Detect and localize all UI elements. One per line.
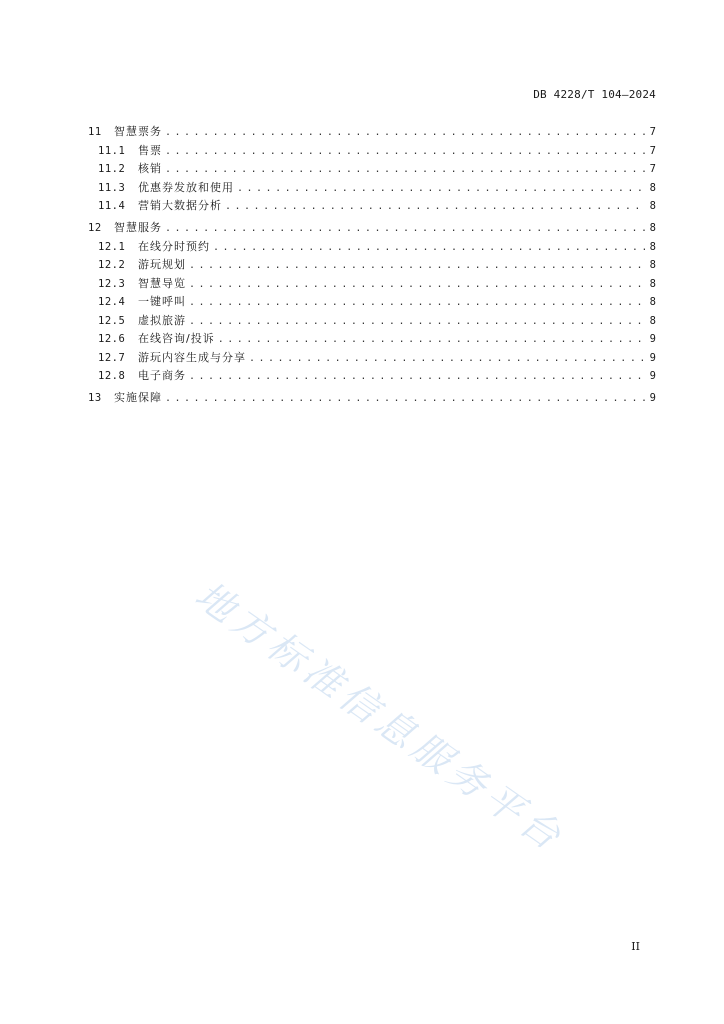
toc-entry-page: 9 [649, 392, 656, 404]
toc-entry-title: 营销大数据分析 [138, 199, 222, 212]
toc-entry-12-3[interactable] [88, 275, 656, 294]
table-of-contents [88, 123, 656, 408]
toc-entry-number: 12.3 [98, 277, 126, 290]
toc-leader-dots [165, 161, 645, 180]
toc-entry-number: 13 [88, 392, 102, 404]
toc-entry-page: 8 [649, 314, 656, 327]
toc-entry-number: 11 [88, 126, 102, 138]
toc-entry-number: 12.2 [98, 259, 126, 271]
toc-entry-12-2[interactable] [88, 256, 656, 275]
toc-entry-title: 电子商务 [138, 369, 186, 382]
toc-entry-page: 8 [649, 181, 656, 194]
toc-leader-dots [218, 331, 645, 350]
toc-entry-title: 实施保障 [114, 391, 162, 404]
page-number: II [631, 940, 640, 953]
toc-entry-11-3[interactable] [88, 179, 656, 198]
toc-leader-dots [189, 294, 645, 313]
toc-entry-title: 智慧导览 [138, 276, 186, 290]
toc-entry-title: 优惠券发放和使用 [138, 180, 234, 194]
toc-entry-12-1[interactable] [88, 238, 656, 257]
toc-entry-title: 一键呼叫 [138, 295, 186, 308]
toc-entry-page: 9 [649, 370, 656, 382]
toc-entry-number: 12.6 [98, 333, 126, 345]
toc-entry-11-2[interactable] [88, 160, 656, 179]
toc-entry-number: 11.4 [98, 200, 126, 212]
toc-entry-page: 8 [649, 259, 656, 271]
toc-entry-page: 7 [649, 126, 656, 138]
toc-entry-title: 智慧票务 [114, 125, 162, 138]
toc-entry-page: 8 [649, 240, 656, 253]
toc-leader-dots [189, 257, 645, 276]
toc-entry-11-4[interactable] [88, 197, 656, 216]
toc-entry-number: 12.5 [98, 314, 126, 327]
toc-entry-page: 9 [649, 351, 656, 364]
toc-entry-title: 在线分时预约 [138, 239, 210, 253]
toc-leader-dots [213, 239, 645, 258]
toc-entry-12-5[interactable] [88, 312, 656, 331]
toc-entry-13[interactable] [88, 389, 656, 408]
toc-entry-12-7[interactable] [88, 349, 656, 368]
toc-entry-page: 8 [649, 222, 656, 234]
toc-leader-dots [165, 390, 645, 409]
toc-entry-title: 游玩规划 [138, 258, 186, 271]
toc-entry-number: 12 [88, 222, 102, 234]
toc-leader-dots [249, 350, 645, 369]
toc-entry-number: 12.7 [98, 351, 126, 364]
toc-entry-12-4[interactable] [88, 293, 656, 312]
toc-leader-dots [165, 220, 645, 239]
toc-entry-11[interactable] [88, 123, 656, 142]
toc-entry-number: 12.4 [98, 296, 126, 308]
toc-entry-title: 售票 [138, 143, 162, 157]
toc-leader-dots [189, 368, 645, 387]
toc-entry-number: 11.1 [98, 144, 126, 157]
document-code: DB 4228/T 104—2024 [533, 88, 656, 101]
toc-leader-dots [189, 276, 645, 295]
toc-leader-dots [225, 198, 645, 217]
toc-entry-title: 虚拟旅游 [138, 313, 186, 327]
toc-entry-page: 7 [649, 163, 656, 175]
toc-entry-number: 11.3 [98, 181, 126, 194]
toc-leader-dots [237, 180, 645, 199]
toc-leader-dots [165, 124, 645, 143]
toc-entry-number: 12.1 [98, 240, 126, 253]
toc-entry-page: 9 [649, 333, 656, 345]
toc-leader-dots [189, 313, 645, 332]
toc-entry-title: 核销 [138, 162, 162, 175]
toc-leader-dots [165, 143, 645, 162]
toc-entry-12-6[interactable] [88, 330, 656, 349]
toc-entry-page: 7 [649, 144, 656, 157]
toc-entry-number: 12.8 [98, 370, 126, 382]
toc-entry-page: 8 [649, 200, 656, 212]
toc-entry-11-1[interactable] [88, 142, 656, 161]
toc-entry-12[interactable] [88, 219, 656, 238]
toc-entry-title: 智慧服务 [114, 221, 162, 234]
toc-entry-title: 游玩内容生成与分享 [138, 350, 246, 364]
watermark: 地方标准信息服务平台 [187, 572, 573, 862]
toc-entry-12-8[interactable] [88, 367, 656, 386]
toc-entry-number: 11.2 [98, 163, 126, 175]
toc-entry-title: 在线咨询/投诉 [138, 332, 215, 345]
toc-entry-page: 8 [649, 277, 656, 290]
toc-entry-page: 8 [649, 296, 656, 308]
